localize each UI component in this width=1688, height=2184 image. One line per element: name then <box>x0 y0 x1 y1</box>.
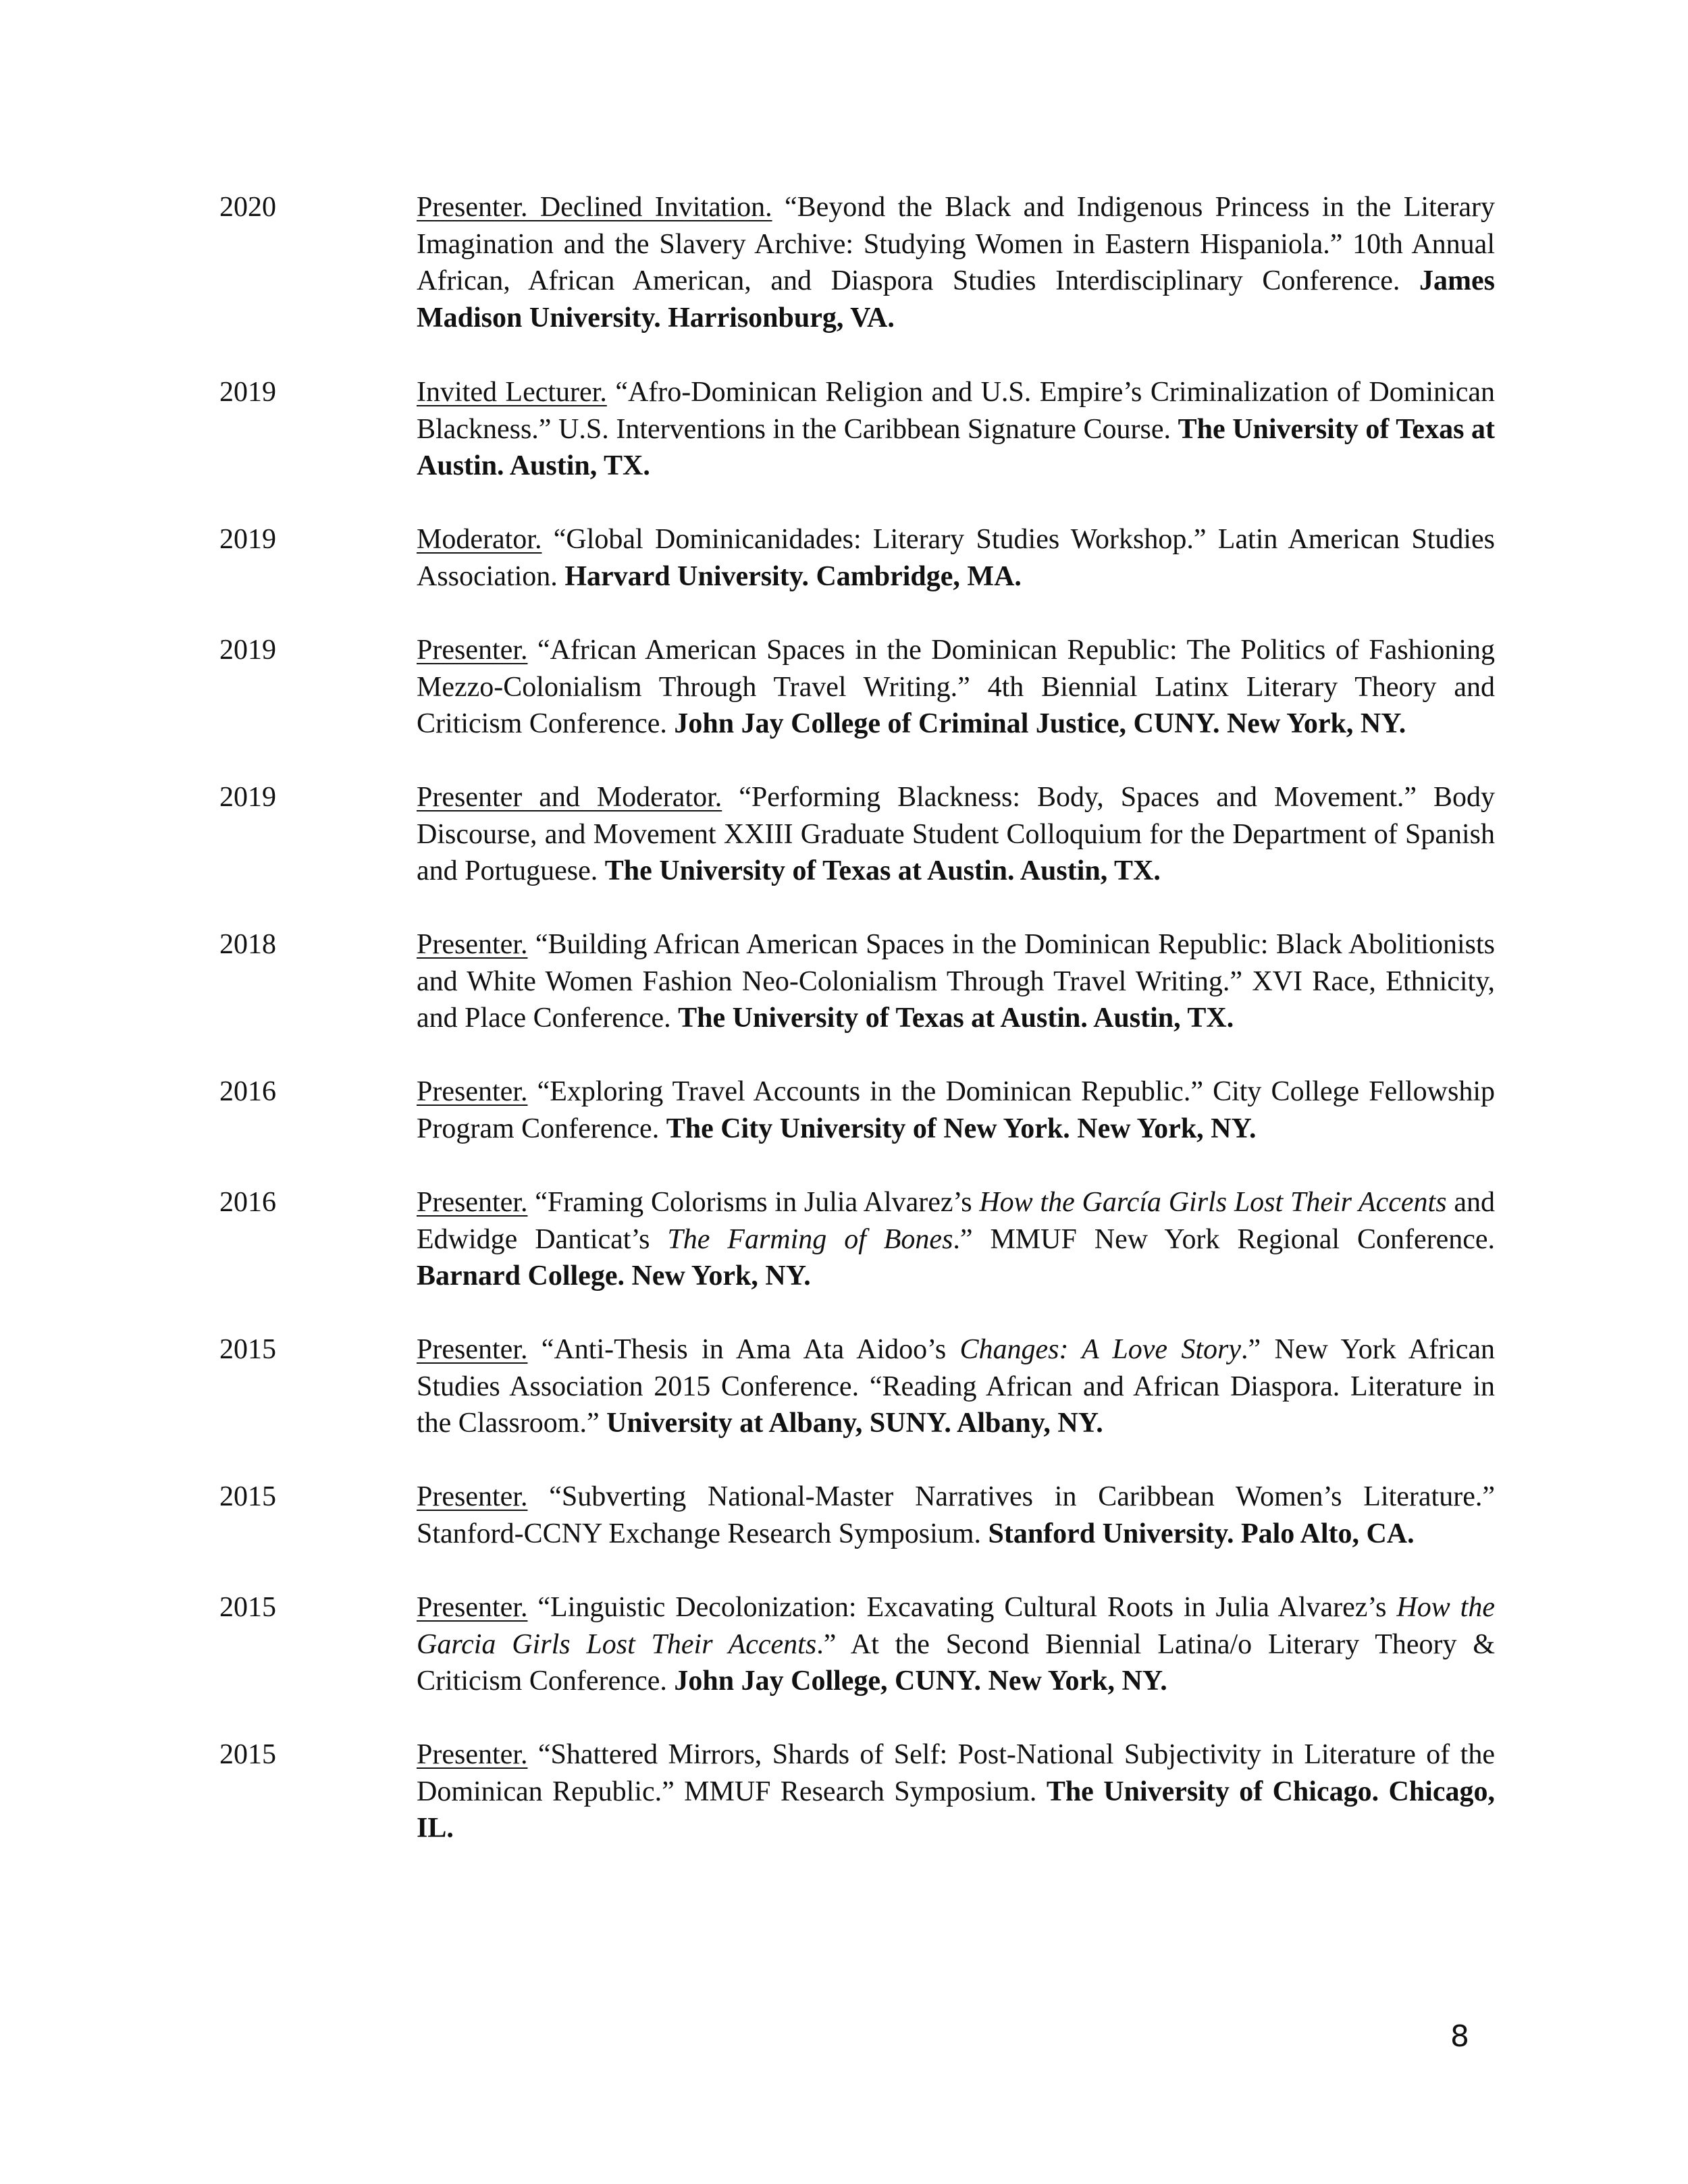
page-number: 8 <box>1450 2019 1469 2054</box>
entry-year: 2016 <box>219 1076 276 1107</box>
entry-role: Invited Lecturer. <box>417 377 607 408</box>
entry-book-title: Changes: A Love Story <box>959 1334 1242 1365</box>
entry-venue: The University of Chicago. Chicago, IL. <box>417 1776 1495 1844</box>
entry-venue: University at Albany, SUNY. Albany, NY. <box>606 1408 1103 1439</box>
entry-book-title: How the Garcia Girls Lost Their Accents <box>417 1592 1495 1660</box>
entry-description <box>417 1184 1495 1295</box>
entry-year: 2015 <box>219 1334 276 1365</box>
entry-title: and Edwidge Danticat’s <box>417 1187 1495 1255</box>
entry-title: “Afro-Dominican Religion and U.S. Empire’s Criminalization of Dominican Blackness.” U.S. Interventions in the Caribbean Signature Course. <box>417 377 1495 445</box>
entry-year: 2019 <box>219 782 276 813</box>
entry-role: Presenter. <box>417 1334 528 1365</box>
entry-description <box>417 926 1495 1037</box>
entry-venue: John Jay College of Criminal Justice, CUNY. New York, NY. <box>674 708 1406 740</box>
entry-title: “African American Spaces in the Dominican Republic: The Politics of Fashioning Mezzo-Colonialism Through Travel Writing.” 4th Biennial Latinx Literary Theory and Criticism Conference. <box>417 635 1495 740</box>
entry-role: Presenter. <box>417 1592 528 1623</box>
entry-description <box>417 632 1495 743</box>
entry-year: 2015 <box>219 1481 276 1512</box>
entry-title: “Linguistic Decolonization: Excavating Cultural Roots in Julia Alvarez’s <box>527 1592 1397 1623</box>
entry-year: 2015 <box>219 1592 276 1623</box>
entry-title: “Anti-Thesis in Ama Ata Aidoo’s <box>527 1334 960 1365</box>
entry-venue: The University of Texas at Austin. Austin, TX. <box>678 1003 1234 1034</box>
entry-description <box>417 521 1495 595</box>
entry-title: “Beyond the Black and Indigenous Princess in the Literary Imagination and the Slavery Archive: Studying Women in Eastern Hispaniola.” 10th Annual African, African American, and Diaspora Studies Interdisciplinary Conference. <box>417 192 1495 297</box>
entry-title: .” MMUF New York Regional Conference. <box>953 1223 1496 1255</box>
entry-role: Presenter. <box>417 1076 528 1107</box>
entry-venue: Stanford University. Palo Alto, CA. <box>988 1518 1415 1549</box>
entry-year: 2019 <box>219 524 276 555</box>
entry-description <box>417 1331 1495 1442</box>
entry-role: Presenter. Declined Invitation. <box>417 192 772 223</box>
entry-year: 2019 <box>219 377 276 408</box>
entry-venue: Harvard University. Cambridge, MA. <box>564 560 1022 592</box>
entry-year: 2018 <box>219 929 276 960</box>
entry-description <box>417 1589 1495 1700</box>
entry-year: 2016 <box>219 1187 276 1218</box>
entry-description <box>417 1479 1495 1552</box>
entry-title: “Exploring Travel Accounts in the Dominican Republic.” City College Fellowship Program Conference. <box>417 1076 1495 1144</box>
entry-venue: The University of Texas at Austin. Austin, TX. <box>604 855 1161 887</box>
entry-book-title: How the García Girls Lost Their Accents <box>979 1187 1447 1218</box>
entry-title: .” New York African Studies Association 2015 Conference. “Reading African and African Diaspora. Literature in the Classroom.” <box>417 1334 1496 1439</box>
entry-description <box>417 779 1495 890</box>
entry-description <box>417 374 1495 485</box>
entry-role: Presenter. <box>417 1739 528 1770</box>
entry-year: 2019 <box>219 635 276 666</box>
entry-venue: John Jay College, CUNY. New York, NY. <box>674 1666 1167 1697</box>
entry-role: Presenter. <box>417 635 528 666</box>
entry-role: Presenter. <box>417 1481 528 1512</box>
entry-title: .” At the Second Biennial Latina/o Literary Theory & Criticism Conference. <box>417 1628 1495 1697</box>
entry-role: Presenter. <box>417 1187 528 1218</box>
entry-venue: The University of Texas at Austin. Austin, TX. <box>417 413 1495 482</box>
entry-title: “Performing Blackness: Body, Spaces and Movement.” Body Discourse, and Movement XXIII Graduate Student Colloquium for the Department of Spanish and Portuguese. <box>417 782 1495 887</box>
entry-description <box>417 1073 1495 1147</box>
entry-venue: The City University of New York. New York, NY. <box>666 1113 1257 1144</box>
entry-role: Presenter. <box>417 929 528 960</box>
entry-role: Presenter and Moderator. <box>417 782 722 813</box>
entry-title: “Subverting National-Master Narratives in Caribbean Women’s Literature.” Stanford-CCNY Exchange Research Symposium. <box>417 1481 1495 1549</box>
entry-description <box>417 1736 1495 1847</box>
entry-title: “Framing Colorisms in Julia Alvarez’s <box>527 1187 980 1218</box>
entry-year: 2015 <box>219 1739 276 1770</box>
entry-title: “Building African American Spaces in the Dominican Republic: Black Abolitionists and White Women Fashion Neo-Colonialism Through Travel Writing.” XVI Race, Ethnicity, and Place Conference. <box>417 929 1495 1034</box>
entry-year: 2020 <box>219 192 276 223</box>
entry-book-title: The Farming of Bones <box>667 1223 953 1255</box>
entry-title: “Shattered Mirrors, Shards of Self: Post-National Subjectivity in Literature of the Dominican Republic.” MMUF Research Symposium. <box>417 1739 1495 1807</box>
entry-title: “Global Dominicanidades: Literary Studies Workshop.” Latin American Studies Association. <box>417 524 1495 592</box>
entry-venue: Barnard College. New York, NY. <box>417 1260 811 1292</box>
entry-description <box>417 189 1495 336</box>
entry-venue: James Madison University. Harrisonburg, VA. <box>417 265 1495 334</box>
entry-role: Moderator. <box>417 524 542 555</box>
